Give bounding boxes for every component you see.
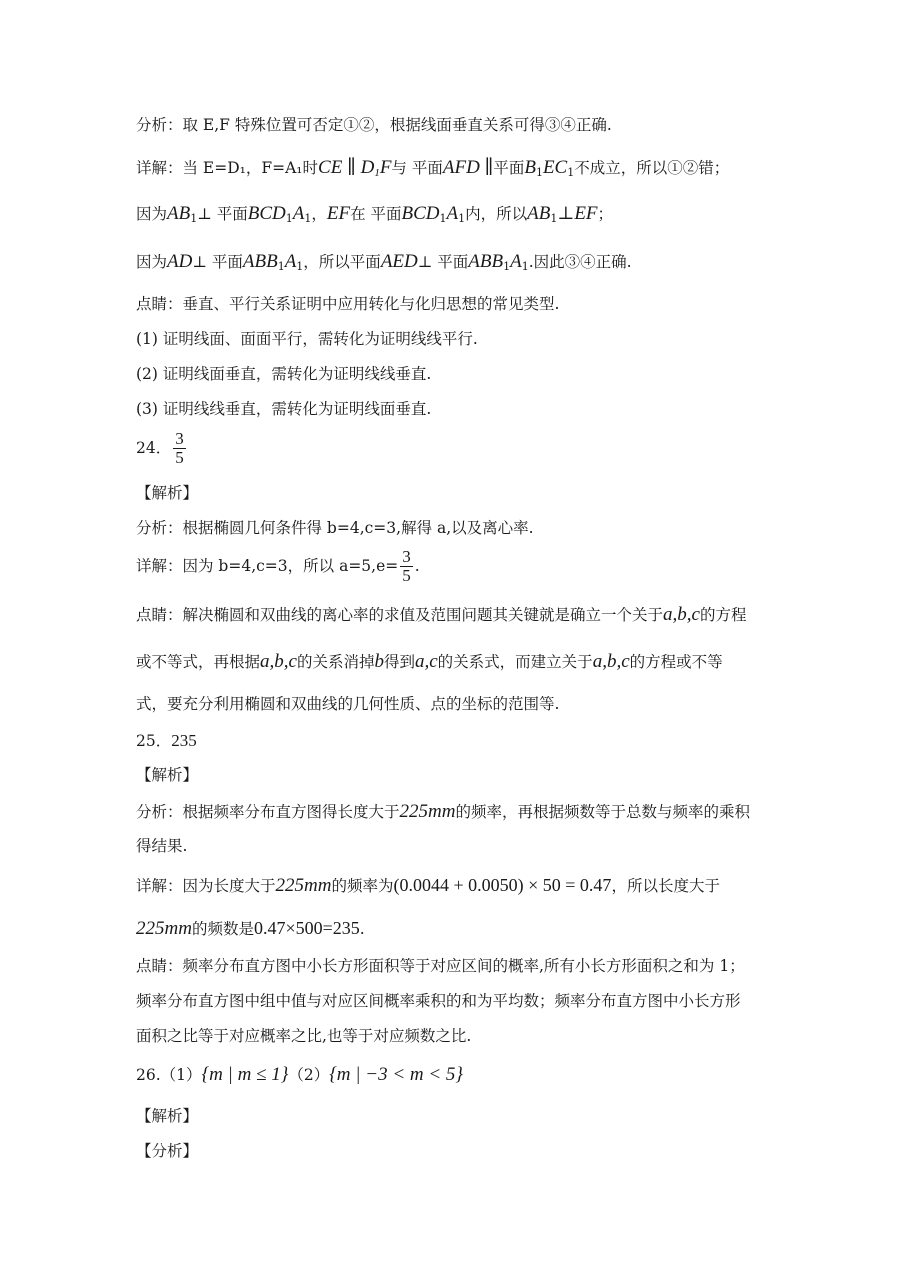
p26-fenxi-heading: 【分析】	[136, 1142, 199, 1160]
p24-answer-fraction: $\frac{3}{5}$	[175, 429, 184, 467]
p23-tip-item: (2) 证明线面垂直，需转化为证明线线垂直.	[136, 365, 432, 383]
p25-tip-line2: 频率分布直方图中组中值与对应区间概率乘积的和为平均数；频率分布直方图中小长方形	[136, 992, 741, 1010]
p24-tip-line3: 式，要充分利用椭圆和双曲线的几何性质、点的坐标的范围等.	[136, 695, 560, 713]
p25-tip-line3: 面积之比等于对应概率之比,也等于对应频数之比.	[136, 1027, 472, 1045]
p23-tip-item: (1) 证明线面、面面平行，需转化为证明线线平行.	[136, 330, 478, 348]
p25-tip-line1: 点睛：频率分布直方图中小长方形面积等于对应区间的概率,所有小长方形面积之和为 1；	[136, 957, 745, 975]
p23-analysis: 分析：取 E,F 特殊位置可否定①②，根据线面垂直关系可得③④正确.	[136, 116, 612, 134]
p26-jiexi-heading: 【解析】	[136, 1107, 199, 1125]
p24-answer: 24． $\frac{3}{5}$	[136, 429, 184, 467]
p25-detail-line1: 详解：因为长度大于225mm的频率为(0.0044 + 0.0050) × 50 = 0.47，所以长度大于	[136, 875, 720, 896]
p24-tip-line1: 点睛：解决椭圆和双曲线的离心率的求值及范围问题其关键就是确立一个关于a,b,c的方程	[136, 604, 747, 625]
p25-analysis-line2: 得结果.	[136, 837, 188, 855]
p24-analysis: 分析：根据椭圆几何条件得 b=4,c=3,解得 a,以及离心率.	[136, 519, 534, 537]
p23-tip-item: (3) 证明线线垂直，需转化为证明线面垂直.	[136, 400, 432, 418]
p23-detail-line1: 详解：当 E=D₁，F=A₁时CE ∥ $D_1F$与 平面AFD ∥平面$B_1EC_1$不成立，所以①②错；	[136, 157, 730, 179]
p26-answer: 26.（1）{m | m ≤ 1}（2）{m | −3 < m < 5}	[136, 1064, 464, 1085]
p24-detail-fraction: $\frac{3}{5}$	[402, 547, 411, 585]
p23-detail-line3: 因为AD⊥ 平面$ABB_1A_1$，所以平面AED⊥ 平面$ABB_1A_1$.因此③④正确.	[136, 251, 632, 273]
p23-detail-line2: 因为$AB_1\perp$ 平面$BCD_1A_1$，EF在 平面$BCD_1A_1$内，所以$AB_1\perp EF$；	[136, 203, 614, 225]
p25-detail-line2: 225mm的频数是0.47×500=235.	[136, 918, 365, 939]
p25-analysis-line1: 分析：根据频率分布直方图得长度大于225mm的频率，再根据频数等于总数与频率的乘积	[136, 801, 750, 822]
p24-tip-line2: 或不等式，再根据a,b,c的关系消掉b得到a,c的关系式，而建立关于a,b,c的方程或不等	[136, 651, 723, 672]
p25-jiexi-heading: 【解析】	[136, 766, 199, 784]
p24-detail: 详解：因为 b=4,c=3，所以 a=5,e= $\frac{3}{5}$ .	[136, 547, 420, 585]
p23-tip: 点睛：垂直、平行关系证明中应用转化与化归思想的常见类型.	[136, 295, 560, 313]
p24-jiexi-heading: 【解析】	[136, 484, 199, 502]
p25-answer: 25．235	[136, 731, 197, 750]
